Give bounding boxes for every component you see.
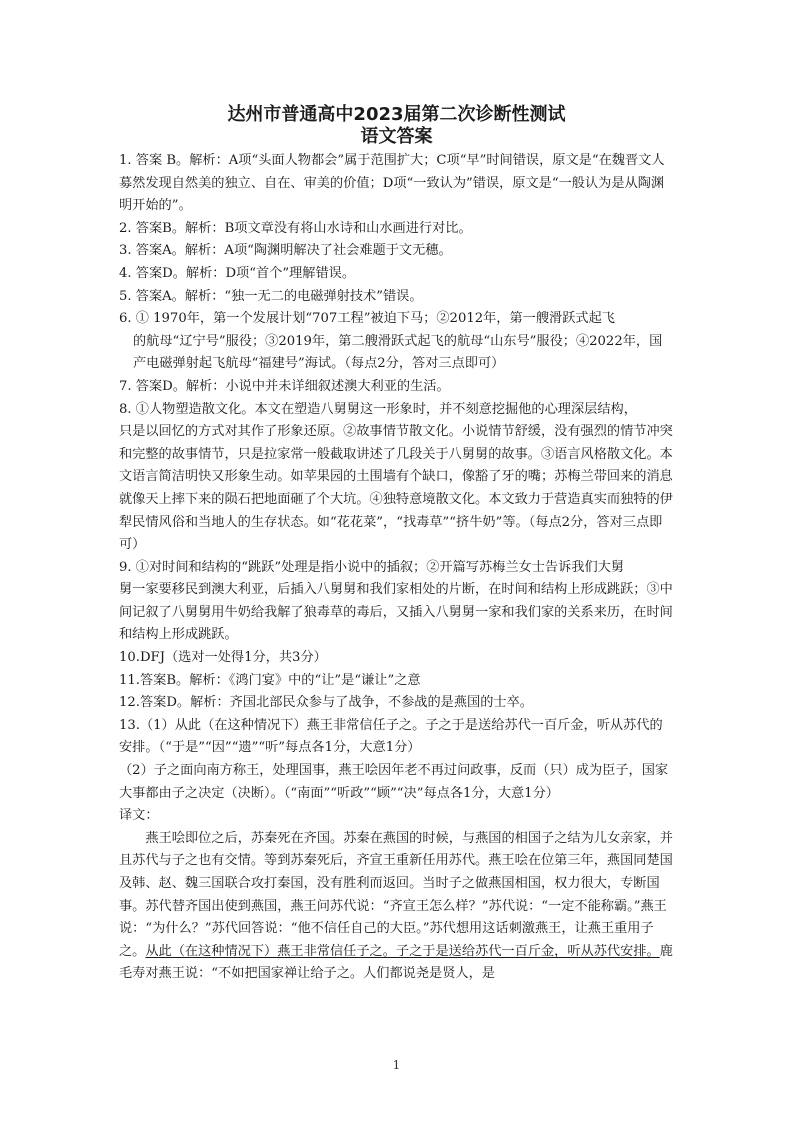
document-subtitle: 语文答案: [360, 126, 433, 147]
translation-underlined-text: 从此（在这种情况下）燕王非常信任子之。子之于是送给苏代一百斤金，听从苏代安排。: [145, 943, 660, 959]
answer-q6-line1: 6. ① 1970年，第一个发展计划“707工程”被迫下马；②2012年，第一艘滑跃式起飞: [119, 311, 615, 327]
translation-label: 译文：: [119, 808, 159, 824]
answer-body: [119, 150, 674, 986]
answer-q8-rest: 只是以回忆的方式对其作了形象还原。②故事情节散文化。小说情节舒缓，没有强烈的情节冲突和完整的故事情节，只是拉家常一般截取讲述了几段关于八舅舅的故事。③语言风格散文化。本文语言简洁明快又形象生动。如苹果园的土围墙有个缺口，像豁了牙的嘴；苏梅兰带回来的消息就像天上摔下来的陨石把地面砸了个大坑。④独特意境散文化。本文致力于营造真实而独特的伊犁民情风俗和当地人的生存状态。如“花花菜”，“找毒草”“挤牛奶”等。（每点2分，答对三点即可）: [119, 424, 673, 553]
answer-q7: 7. 答案D。解析：小说中并未详细叙述澳大利亚的生活。: [119, 378, 450, 394]
translation-paragraph: [119, 828, 674, 986]
answer-q2: 2. 答案B。解析：B项文章没有将山水诗和山水画进行对比。: [119, 220, 472, 236]
answer-q4: 4. 答案D。解析：D项“首个”理解错误。: [119, 265, 356, 281]
answer-q8-line1: 8. ①人物塑造散文化。本文在塑造八舅舅这一形象时，并不刻意挖掘他的心理深层结构，: [119, 401, 637, 417]
page-number: 1: [392, 1058, 401, 1072]
answer-q12: 12.答案D。解析：齐国北部民众参与了战争，不参战的是燕国的士卒。: [119, 695, 533, 711]
answer-q9-rest: 舅一家要移民到澳大利亚，后插入八舅舅和我们家相处的片断，在时间和结构上形成跳跃；③中间记叙了八舅舅用牛奶给我解了狼毒草的毒后，又插入八舅舅一家和我们家的关系来历，在时间和结构上形成跳跃。: [119, 582, 673, 643]
answer-q13-part2: （2）子之面向南方称王，处理国事，燕王哙因年老不再过问政事，反而（只）成为臣子，国家大事都由子之决定（决断）。（“南面”“听政”“顾”“决”每点各1分，大意1分）: [119, 763, 669, 801]
translation-text-part1: 燕王哙即位之后，苏秦死在齐国。苏秦在燕国的时候，与燕国的相国子之结为儿女亲家，并且苏代与子之也有交情。等到苏秦死后，齐宣王重新任用苏代。燕王哙在位第三年，燕国同楚国及韩、赵、魏三国联合攻打秦国，没有胜利而返回。当时子之做燕国相国，权力很大，专断国事。苏代替齐国出使到燕国，燕王问苏代说：“齐宣王怎么样？”苏代说：“一定不能称霸。”燕王说：“为什么？”苏代回答说：“他不信任自己的大臣。”苏代想用这话刺激燕王，让燕王重用子之。: [119, 830, 673, 959]
answer-q6-rest: 的航母“辽宁号”服役；③2019年，第二艘滑跃式起飞的航母“山东号”服役；④2022年，国产电磁弹射起飞航母“福建号”海试。（每点2分，答对三点即可）: [133, 333, 663, 372]
answer-q13-part1: 13.（1）从此（在这种情况下）燕王非常信任子之。子之于是送给苏代一百斤金，听从苏代的安排。（“于是”“因”“遗”“听”每点各1分，大意1分）: [119, 717, 663, 756]
answer-q11: 11.答案B。解析：《鸿门宴》中的“让”是“谦让”之意: [119, 672, 421, 688]
answer-q5: 5. 答案A。解析：“独一无二的电磁弹射技术”错误。: [119, 288, 423, 304]
answer-q1: 1. 答案 B。解析：A项“头面人物都会”属于范围扩大；C项“早”时间错误，原文是“在魏晋文人募然发现自然美的独立、自在、审美的价值；D项“一致认为”错误，原文是“一般认为是从陶渊明开始的”。: [119, 153, 665, 214]
answer-q9-line1: 9. ①对时间和结构的“跳跃”处理是指小说中的插叙；②开篇写苏梅兰女士告诉我们大舅: [119, 559, 625, 575]
translation-text-part2: 鹿毛寿对燕王说：“不如把国家禅让给子之。人们都说尧是贤人，是: [119, 943, 673, 982]
answer-q3: 3. 答案A。解析：A项“陶渊明解决了社会难题于文无穗。: [119, 243, 452, 259]
answer-q10: 10.DFJ（选对一处得1分，共3分）: [119, 650, 327, 666]
document-title: 达州市普通高中2023届第二次诊断性测试: [227, 104, 566, 125]
